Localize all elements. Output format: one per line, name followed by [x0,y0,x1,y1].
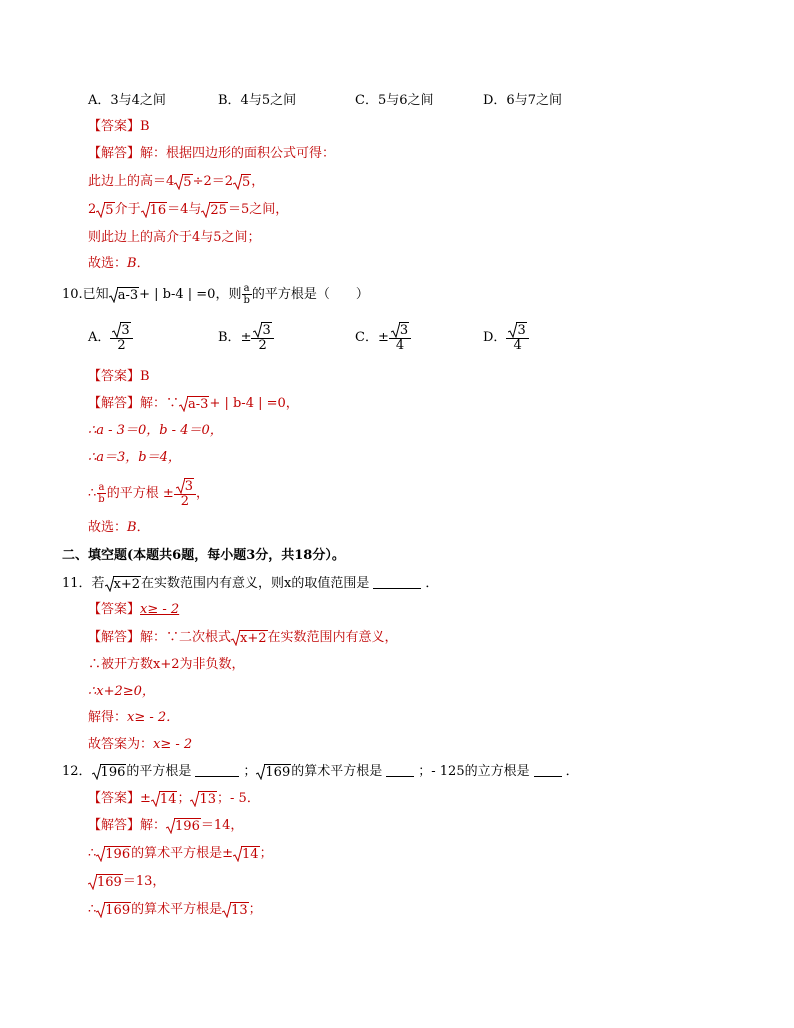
q10-analysis-line-2: ∴a - 3＝0，b - 4＝0， [88,423,223,438]
analysis-label: 【解答】 [88,146,141,161]
q12-stem: 12． 196 的平方根是 ； 169 的算术平方根是 ；- 125的立方根是 ． [62,764,579,780]
q10-option-d: D． $\frac{3}{4}$ [483,322,529,353]
answer-blank [386,764,414,777]
q10-option-c: C．± $\frac{3}{4}$ [355,322,411,353]
q11-answer-line: 【答案】x≥ - 2 [88,602,180,617]
answer-blank [195,764,239,777]
fraction: $\frac{3}{2}$ [110,322,132,353]
answer-label: 【答案】 [88,119,141,134]
q9-option-b: B．4与5之间 [218,93,297,108]
sqrt-expr: 5 [233,174,251,190]
q10-analysis-line-3: ∴a＝3，b＝4， [88,450,181,465]
q11-analysis-line-1: 【解答】解：∵二次根式 x+2 在实数范围内有意义， [88,630,398,646]
q10-stem: 10.已知 a-3 + | b-4 | =0，则 $\frac{a}{b}$ 的平方根是（ ） [62,283,369,306]
q9-answer-line [88,117,150,137]
q12-analysis-line-4: ∴ 169 的算术平方根是 13 ； [88,902,262,918]
q12-analysis-line-2: ∴ 196 的算术平方根是± 14 ； [88,846,273,862]
q10-analysis-line-1: 【解答】解：∵ a-3 + | b-4 | =0， [88,396,299,412]
q10-analysis-line-5: 故选：B． [88,520,150,535]
fraction: $\frac{3}{2}$ [174,478,196,509]
q9-option-c: C．5与6之间 [355,93,434,108]
sqrt-expr: 5 [96,202,114,218]
q9-option-d: D．6与7之间 [483,93,562,108]
fraction: $\frac{a}{b}$ [98,482,105,506]
analysis-text: 此边上的高＝4 [88,174,175,189]
sqrt-expr: 5 [174,174,192,190]
q9-analysis-line-3: 2 5 介于 16 ＝4与 25 ＝5之间， [88,202,289,218]
fraction: $\frac{3}{4}$ [389,322,411,353]
answer-blank [373,576,421,589]
fraction: $\frac{3}{4}$ [506,322,528,353]
q10-option-a: A． $\frac{3}{2}$ [88,322,133,353]
q9-analysis-line-1 [88,144,335,164]
q10-analysis-line-4: ∴ $\frac{a}{b}$ 的平方根 ± $\frac{3}{2}$ ， [88,479,210,509]
q9-analysis-line-2: 此边上的高＝4 5 ÷2＝2 5 ， [88,174,265,190]
q11-analysis-line-4: 解得：x≥ - 2． [88,710,180,725]
q11-analysis-line-3: ∴x+2≥0， [88,684,155,699]
q9-option-a: A．3与4之间 [88,93,166,108]
analysis-text: 解：根据四边形的面积公式可得： [140,146,336,161]
fraction: $\frac{3}{2}$ [251,322,273,353]
answer-value: B [140,119,150,134]
answer-blank [534,764,562,777]
q10-answer-line: 【答案】B [88,369,150,384]
q11-analysis-line-5: 故答案为：x≥ - 2 [88,737,193,752]
q11-stem: 11．若 x+2 在实数范围内有意义，则x的取值范围是 ． [62,576,439,592]
q12-analysis-line-3: 169 ＝13， [88,872,165,892]
fraction: $\frac{a}{b}$ [243,283,250,306]
sqrt-expr: 25 [201,202,228,218]
section-title: 二、填空题(本题共6题，每小题3分，共18分）。 [62,548,345,563]
q11-analysis-line-2: ∴被开方数x+2为非负数， [88,657,245,672]
q9-analysis-line-5: 故选：B． [88,256,150,271]
q9-analysis-line-4: 则此边上的高介于4与5之间； [88,230,261,245]
sqrt-expr: a-3 [109,287,139,303]
q10-option-b: B．± $\frac{3}{2}$ [218,322,274,353]
q12-answer-line: 【答案】± 14 ； 13 ；- 5． [88,791,260,807]
sqrt-expr: 16 [141,202,168,218]
q12-analysis-line-1: 【解答】解： 196 ＝14， [88,818,244,834]
